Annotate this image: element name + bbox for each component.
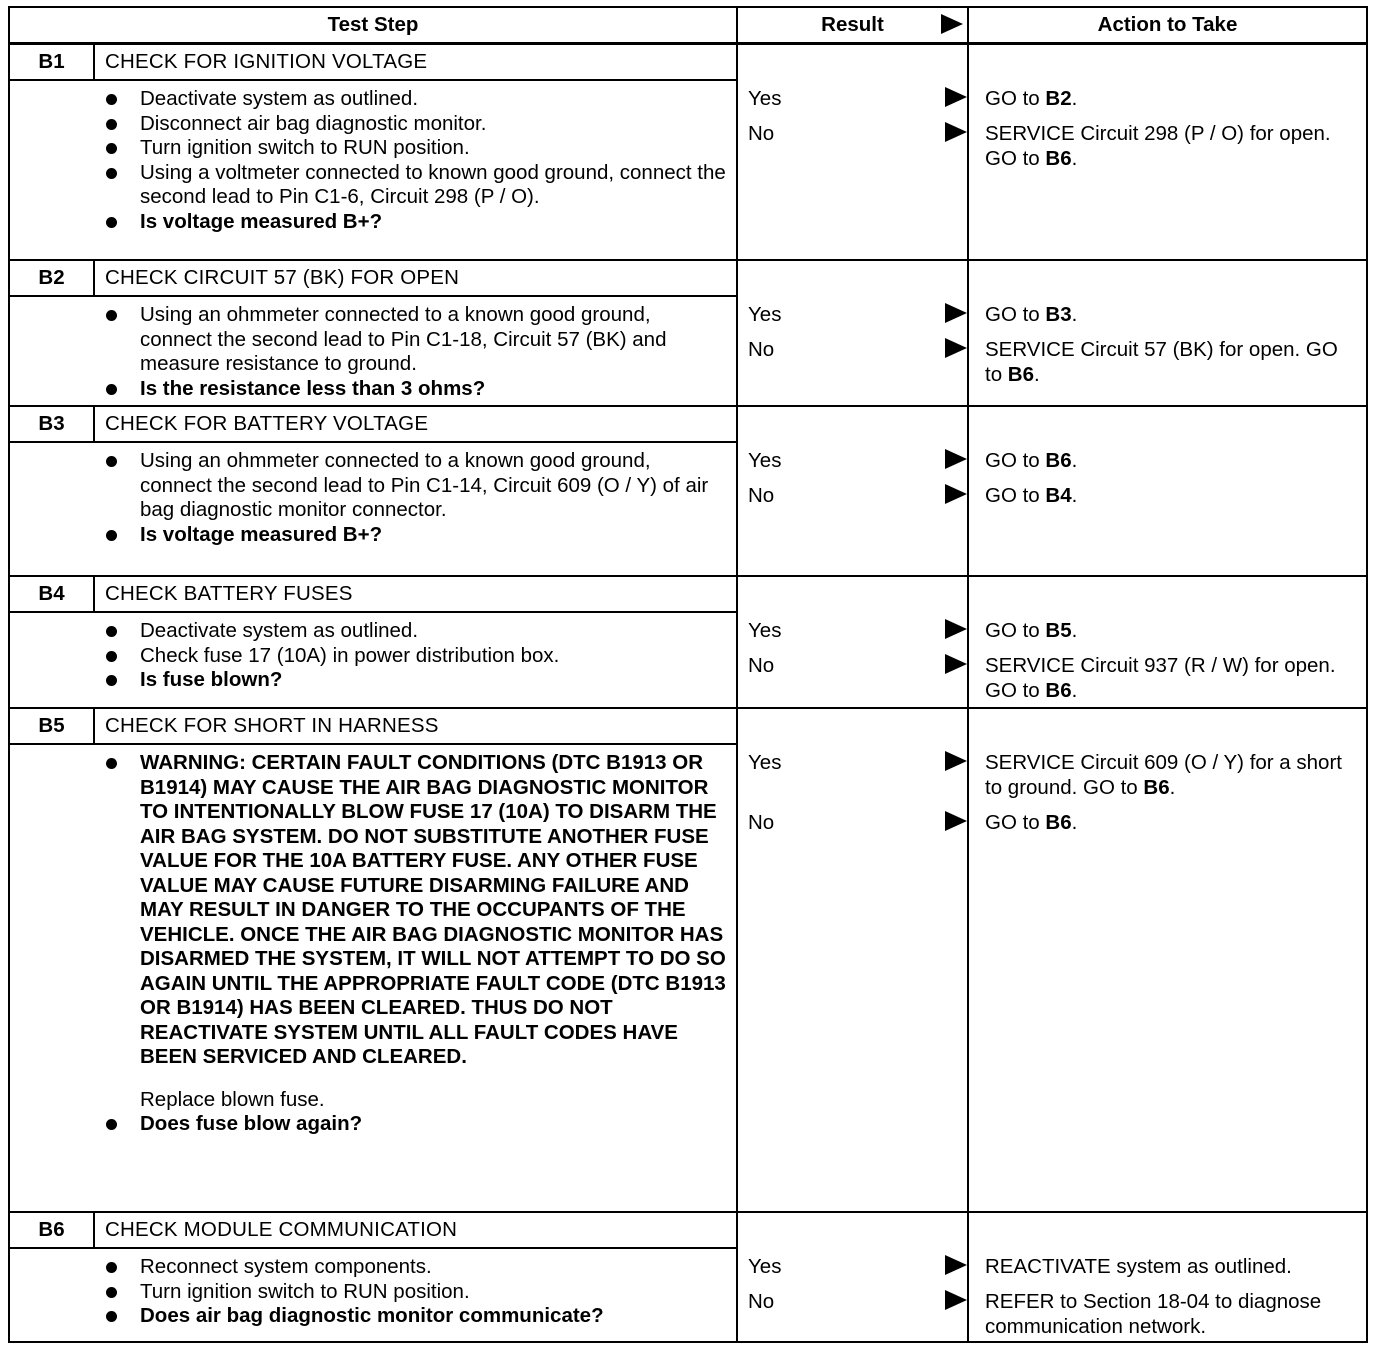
action-text-segment: .	[1071, 678, 1078, 702]
action-text	[985, 751, 1352, 811]
result-cell	[737, 44, 968, 261]
step-title-row	[9, 44, 1367, 81]
step-bullet	[94, 161, 728, 210]
action-text	[985, 122, 1352, 171]
action-text-segment: SERVICE Circuit 937 (R / W) for open. GO to	[985, 654, 1336, 702]
action-text-segment: GO to	[985, 619, 1046, 642]
step-title: CHECK FOR SHORT IN HARNESS	[94, 708, 737, 744]
result-label: No	[748, 654, 775, 677]
step-spacer	[9, 1248, 94, 1342]
step-title: CHECK BATTERY FUSES	[94, 576, 737, 612]
step-title: CHECK FOR BATTERY VOLTAGE	[94, 406, 737, 442]
step-bullet	[94, 1255, 728, 1280]
action-text	[985, 654, 1352, 703]
arrow-right-icon	[945, 303, 967, 323]
result-row	[748, 751, 967, 811]
result-label: Yes	[748, 1255, 782, 1278]
step-bullet	[94, 523, 728, 548]
step-bullet-text: Turn ignition switch to RUN position.	[140, 136, 470, 159]
bullet-icon	[106, 651, 117, 662]
step-bullet-text: Reconnect system components.	[140, 1255, 432, 1278]
step-bullet-text: Deactivate system as outlined.	[140, 87, 419, 110]
result-cell	[737, 1212, 968, 1342]
action-text-segment: GO to	[985, 484, 1046, 507]
action-cell	[968, 708, 1367, 1212]
bullet-list	[94, 449, 728, 547]
header-action: Action to Take	[968, 7, 1367, 44]
step-title: CHECK FOR IGNITION VOLTAGE	[94, 44, 737, 81]
arrow-right-icon	[941, 14, 963, 34]
arrow-right-icon	[945, 122, 967, 142]
action-text-segment: GO to	[985, 449, 1046, 472]
step-body	[94, 80, 737, 260]
step-bullet	[94, 1304, 728, 1329]
action-text-segment: GO to	[985, 811, 1046, 834]
result-cell	[737, 576, 968, 708]
result-row	[748, 1290, 967, 1325]
step-spacer	[9, 442, 94, 576]
action-step-ref: B6	[1143, 775, 1170, 799]
result-cell	[737, 260, 968, 406]
bullet-list	[94, 1112, 728, 1137]
step-spacer	[9, 80, 94, 260]
action-text-segment: .	[1169, 775, 1176, 799]
step-bullet	[94, 136, 728, 161]
arrow-right-icon	[945, 751, 967, 771]
result-row	[748, 484, 967, 519]
action-text	[985, 303, 1352, 338]
result-row	[748, 87, 967, 122]
step-title-row	[9, 1212, 1367, 1248]
bullet-icon	[106, 1287, 117, 1298]
result-cell	[737, 708, 968, 1212]
result-row	[748, 619, 967, 654]
step-id: B5	[9, 708, 94, 744]
step-title: CHECK MODULE COMMUNICATION	[94, 1212, 737, 1248]
action-text	[985, 338, 1352, 387]
step-id: B2	[9, 260, 94, 296]
diagnostic-table-sheet	[8, 6, 1366, 1340]
result-row	[748, 303, 967, 338]
step-bullet-text: Is the resistance less than 3 ohms?	[140, 376, 486, 400]
result-row	[748, 1255, 967, 1290]
bullet-icon	[106, 1262, 117, 1273]
action-text-segment: .	[1071, 87, 1078, 110]
result-cell	[737, 406, 968, 576]
action-cell	[968, 1212, 1367, 1342]
bullet-icon	[106, 626, 117, 637]
action-text	[985, 449, 1352, 484]
step-bullet	[94, 210, 728, 235]
step-id: B4	[9, 576, 94, 612]
step-bullet	[94, 1112, 728, 1137]
header-test-step: Test Step	[9, 7, 737, 44]
step-note: Replace blown fuse.	[140, 1087, 325, 1111]
action-text-segment: SERVICE Circuit 609 (O / Y) for a short to ground. GO to	[985, 751, 1342, 799]
action-text-segment: .	[1071, 449, 1078, 472]
step-bullet-text: Is fuse blown?	[140, 668, 283, 691]
action-text-segment: REACTIVATE system as outlined.	[985, 1255, 1292, 1278]
header-result	[737, 7, 968, 44]
action-text-segment: .	[1071, 811, 1078, 834]
action-step-ref: B6	[1045, 811, 1072, 834]
action-cell	[968, 406, 1367, 576]
result-row	[748, 122, 967, 157]
action-text	[985, 811, 1352, 846]
step-bullet	[94, 377, 728, 402]
action-step-ref: B6	[1045, 678, 1072, 702]
bullet-icon	[106, 384, 117, 395]
action-text	[985, 1290, 1352, 1339]
step-bullet-text: Is voltage measured B+?	[140, 209, 383, 233]
step-id: B1	[9, 44, 94, 81]
bullet-icon	[106, 1119, 117, 1130]
step-bullet-text: Is voltage measured B+?	[140, 522, 383, 546]
step-bullet	[94, 1280, 728, 1305]
step-bullet	[94, 668, 728, 693]
step-bullet	[94, 87, 728, 112]
action-step-ref: B5	[1045, 619, 1072, 642]
bullet-icon	[106, 94, 117, 105]
step-bullet	[94, 644, 728, 669]
action-step-ref: B6	[1007, 362, 1035, 386]
arrow-right-icon	[945, 1255, 967, 1275]
step-bullet	[94, 619, 728, 644]
bullet-list	[94, 751, 728, 1070]
header-result-label: Result	[821, 12, 884, 36]
result-label: No	[748, 484, 775, 507]
step-id: B3	[9, 406, 94, 442]
result-label: Yes	[748, 449, 782, 472]
result-label: Yes	[748, 303, 782, 326]
bullet-icon	[106, 119, 117, 130]
step-body	[94, 1248, 737, 1342]
bullet-icon	[106, 168, 117, 179]
action-text-segment: GO to	[985, 303, 1046, 326]
bullet-icon	[106, 758, 117, 769]
action-text-segment: .	[1071, 303, 1078, 326]
step-spacer	[9, 296, 94, 406]
step-title: CHECK CIRCUIT 57 (BK) FOR OPEN	[94, 260, 737, 296]
arrow-right-icon	[945, 1290, 967, 1310]
bullet-icon	[106, 675, 117, 686]
bullet-icon	[106, 143, 117, 154]
table-body	[9, 44, 1367, 1343]
step-bullet	[94, 449, 728, 523]
action-step-ref: B3	[1045, 303, 1072, 326]
step-title-row	[9, 708, 1367, 744]
action-text-segment: REFER to Section 18-04 to diagnose communication network.	[985, 1290, 1322, 1338]
bullet-icon	[106, 530, 117, 541]
result-label: No	[748, 811, 775, 834]
bullet-icon	[106, 1311, 117, 1322]
action-text-segment: .	[1071, 484, 1078, 507]
arrow-right-icon	[945, 619, 967, 639]
bullet-list	[94, 619, 728, 693]
action-cell	[968, 260, 1367, 406]
step-bullet-text: Turn ignition switch to RUN position.	[140, 1279, 470, 1303]
step-bullet-text: Using a voltmeter connected to known good ground, connect the second lead to Pin C1-6, Circuit 298 (P / O).	[140, 160, 726, 208]
step-body	[94, 612, 737, 708]
action-text-segment: .	[1034, 362, 1040, 386]
action-cell	[968, 576, 1367, 708]
action-step-ref: B6	[1045, 146, 1072, 170]
action-step-ref: B6	[1045, 449, 1072, 472]
result-row	[748, 338, 967, 373]
step-bullet-text: Using an ohmmeter connected to a known good ground, connect the second lead to Pin C1-14, Circuit 609 (O / Y) of air bag diagnostic monitor connector.	[140, 449, 709, 521]
action-step-ref: B4	[1045, 484, 1072, 507]
action-text-segment: SERVICE Circuit 57 (BK) for open. GO to	[985, 338, 1338, 386]
diagnostic-table	[8, 6, 1368, 1343]
bullet-list	[94, 303, 728, 401]
result-label: Yes	[748, 751, 782, 774]
action-cell	[968, 44, 1367, 261]
action-text-segment: SERVICE Circuit 298 (P / O) for open. GO to	[985, 122, 1331, 170]
result-row	[748, 811, 967, 846]
bullet-icon	[106, 456, 117, 467]
result-row	[748, 654, 967, 689]
result-label: No	[748, 1290, 775, 1313]
step-bullet-text: Check fuse 17 (10A) in power distribution box.	[140, 643, 560, 667]
step-bullet-text: Disconnect air bag diagnostic monitor.	[140, 111, 487, 135]
step-title-row	[9, 260, 1367, 296]
action-text-segment: GO to	[985, 87, 1046, 110]
arrow-right-icon	[945, 87, 967, 107]
arrow-right-icon	[945, 338, 967, 358]
arrow-right-icon	[945, 449, 967, 469]
result-label: No	[748, 338, 775, 361]
step-spacer	[9, 612, 94, 708]
step-bullet	[94, 112, 728, 137]
action-text	[985, 484, 1352, 519]
action-text	[985, 87, 1352, 122]
action-text-segment: .	[1071, 146, 1078, 170]
step-title-row	[9, 576, 1367, 612]
step-body	[94, 744, 737, 1212]
result-label: Yes	[748, 619, 782, 642]
step-title-row	[9, 406, 1367, 442]
step-bullet	[94, 303, 728, 377]
step-body	[94, 442, 737, 576]
step-bullet-text: Does fuse blow again?	[140, 1112, 363, 1135]
action-step-ref: B2	[1045, 87, 1072, 110]
step-bullet-text: Does air bag diagnostic monitor communicate?	[140, 1304, 604, 1327]
action-text	[985, 619, 1352, 654]
arrow-right-icon	[945, 811, 967, 831]
action-text	[985, 1255, 1352, 1290]
bullet-list	[94, 1255, 728, 1329]
header-row	[9, 7, 1367, 44]
bullet-icon	[106, 217, 117, 228]
bullet-list	[94, 87, 728, 234]
step-bullet-text: Using an ohmmeter connected to a known good ground, connect the second lead to Pin C1-18, Circuit 57 (BK) and measure resistance to ground.	[140, 303, 667, 375]
result-label: Yes	[748, 87, 782, 110]
step-spacer	[9, 744, 94, 1212]
arrow-right-icon	[945, 484, 967, 504]
result-label: No	[748, 122, 775, 145]
step-body	[94, 296, 737, 406]
step-bullet-text: Deactivate system as outlined.	[140, 619, 419, 642]
step-bullet	[94, 751, 728, 1070]
arrow-right-icon	[945, 654, 967, 674]
bullet-icon	[106, 310, 117, 321]
result-row	[748, 449, 967, 484]
step-id: B6	[9, 1212, 94, 1248]
step-bullet-text: WARNING: CERTAIN FAULT CONDITIONS (DTC B1913 OR B1914) MAY CAUSE THE AIR BAG DIAGNOSTIC MONITOR TO INTENTIONALLY BLOW FUSE 17 (10A) TO DISARM THE AIR BAG SYSTEM. DO NOT SUBSTITUTE ANOTHER FUSE VALUE FOR THE 10A BATTERY FUSE. ANY OTHER FUSE VALUE MAY CAUSE FUTURE DISARMING FAILURE AND MAY RESULT IN DANGER TO THE OCCUPANTS OF THE VEHICLE. ONCE THE AIR BAG DIAGNOSTIC MONITOR HAS DISARMED THE SYSTEM, IT WILL NOT ATTEMPT TO DO SO AGAIN UNTIL THE APPROPRIATE FAULT CODE (DTC B1913 OR B1914) HAS BEEN CLEARED. THUS DO NOT REACTIVATE SYSTEM UNTIL ALL FAULT CODES HAVE BEEN SERVICED AND CLEARED.	[140, 751, 726, 1068]
action-text-segment: .	[1071, 619, 1078, 642]
